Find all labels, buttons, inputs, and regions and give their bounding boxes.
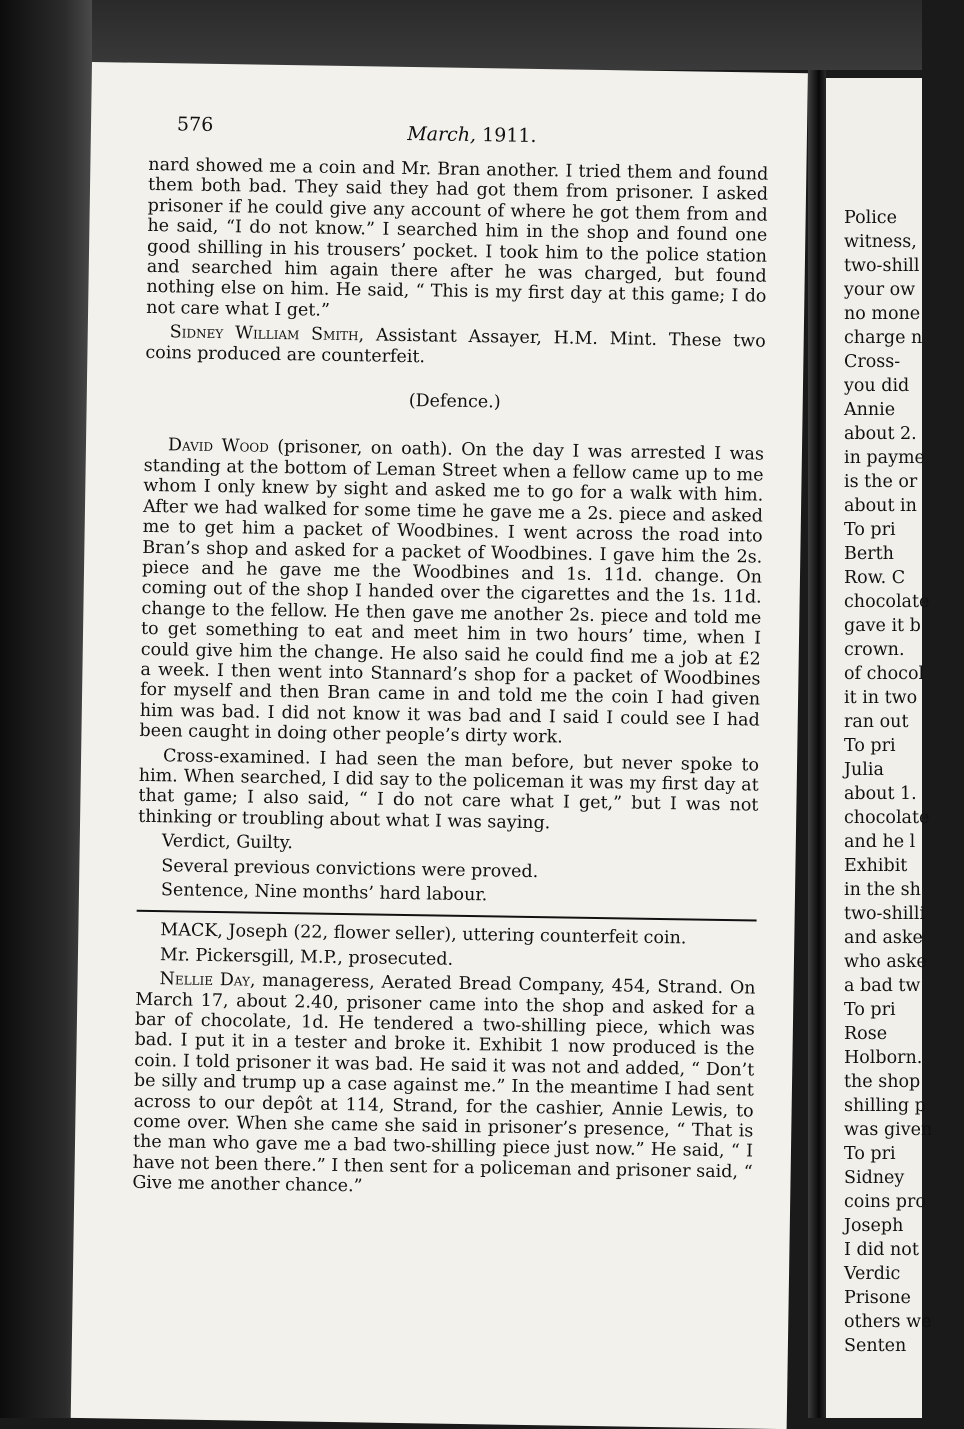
sentence-line: Sentence, Nine months’ hard labour. [160,880,488,906]
right-page-line: Prisone [844,1288,911,1308]
right-page-line: Holborn. [844,1048,923,1068]
section-heading-defence: (Defence.) [408,391,501,413]
paragraph-continuation: nard showed me a coin and Mr. Bran another. I tried them and found them both bad. They said they had got them from prisoner. I asked prisoner if he could give any account of where he got them from and he said, “I do not know.” I searched him in the shop and found one good shilling in his trousers’ pocket. I took him to the police station and searched him again there after he was charged, but found nothing else on him. He said, “ This is my first day at this game; I do not care what I get.” [145,154,769,321]
right-page-line: To pri [844,736,896,756]
right-page-line: Joseph [844,1216,904,1236]
page-body [132,155,768,1203]
right-page-line: chocolate [844,808,930,828]
right-page-line: Sidney [844,1168,905,1188]
paragraph-day-testimony [132,969,755,1203]
previous-convictions-line: Several previous convictions were proved. [161,855,539,882]
right-page-line: To pri [844,520,896,540]
right-page-line: no mone [844,304,921,324]
right-page-line: Police [844,208,897,228]
witness-name: Sidney William Smith [169,322,359,346]
right-page-lines [844,206,964,1358]
right-page-line: Senten [844,1336,907,1356]
testimony-text: (prisoner, on oath). On the day I was arrested I was standing at the bottom of Leman Street when a fellow came up to me whom I only knew by sight and asked me to go for a walk with him. After we had walked for some time he gave me a 2s. piece and asked me to get him a packet of Woodbines. I went across the road into Bran’s shop and asked for a packet of Woodbines. I gave him the 2s. piece and he gave me the Woodbines and 1s. 11d. change. On coming out of the shop I handed over the cigarettes and the 1s. 11d. change to the fellow. He then gave me another 2s. piece and told me to get something to eat and meet him in two hours’ time, when I could give him the change. He also said he could find me a job at £2 a week. I then went into Stannard’s shop for a packet of Woodbines for myself and then Bran came in and told me the coin I had given him was bad. I did not know it was bad and I said I could see I had been caught in doing other people’s dirty work. [139,437,765,748]
running-head-month: March, [407,122,477,147]
right-page-line: To pri [844,1144,896,1164]
right-page-line: of chocol [844,664,925,684]
right-page-line: is the or [844,472,918,492]
prosecutor-line: Mr. Pickersgill, M.P., prosecuted. [159,944,454,970]
verdict-line: Verdict, Guilty. [161,831,294,854]
right-page-line: Verdic [844,1264,901,1284]
witness-name: David Wood [167,435,270,458]
right-page-line: about 2. [844,424,917,444]
testimony-text: , manageress, Aerated Bread Company, 454, Strand. On March 17, about 2.40, prisoner came into the shop and asked for a bar of chocolate, 1d. He tendered a two-shilling piece, which was bad. I put it in a tester and broke it. Exhibit 1 now produced is the coin. I told prisoner it was bad. He said it was not and added, “ Don’t be silly and trump up a case against me.” In the meantime I had sent across to our depôt at 114, Strand, for the cashier, Annie Lewis, to come over. When she came she said in prisoner’s presence, “ That is the man who gave me a bad two-shilling piece just now.” He said, “ I have not been there.” I then sent for a policeman and prisoner said, “ Give me another chance.” [132,970,756,1197]
right-page-line: about in [844,496,917,516]
right-page-line: about 1. [844,784,917,804]
right-page-line: crown. [844,640,905,660]
right-page-line: in the sh [844,880,921,900]
running-head-year: 1911. [481,124,537,147]
right-page-line: the shop [844,1072,921,1092]
right-page-line: chocolate [844,592,930,612]
right-page-line: Annie [844,400,896,420]
right-page-line: Exhibit [844,856,908,876]
right-page-line: gave it b [844,616,921,636]
right-page-line: in payme [844,448,925,468]
page-header [177,113,767,150]
right-page-line: Julia [844,760,884,780]
right-page-line: Rose [844,1024,888,1044]
paragraph-wood-testimony [139,435,764,751]
right-page-line: and he l [844,832,916,852]
right-page-line: was given [844,1120,933,1140]
paragraph-smith-testimony [145,322,766,373]
right-page-line: others we [844,1312,932,1332]
right-page-line: a bad tw [844,976,921,996]
right-page-line: Cross- [844,352,901,372]
book-gutter [808,70,826,1418]
right-page-line: your ow [844,280,916,300]
running-head [177,119,767,150]
scan-background-top [0,0,922,70]
right-page-line: Row. C [844,568,906,588]
right-page-line: you did [844,376,910,396]
right-page-line: ran out [844,712,909,732]
left-page [71,62,808,1429]
right-page-line: two-shilli [844,904,926,924]
case-divider-rule [137,910,757,922]
right-page-line: Berth [844,544,894,564]
paragraph-cross-examined: Cross-examined. I had seen the man before, but never spoke to him. When searched, I did say to the policeman it was my first day at that game; I also said, “ I do not care what I get,” but I was not thinking or troubling about what I was saying. [137,745,760,834]
right-page-line: it in two [844,688,918,708]
right-page-line: I did not [844,1240,919,1260]
testimony-text: , Assistant Assayer, H.M. Mint. These two coins produced are counterfeit. [145,325,766,367]
right-page-line: two-shill [844,256,920,276]
witness-name: Nellie Day [159,969,251,991]
right-page-line: who aske [844,952,927,972]
case-title: MACK, Joseph (22, flower seller), uttering counterfeit coin. [160,920,687,949]
right-page-line: shilling p [844,1096,926,1116]
right-page-line: and aske [844,928,923,948]
right-page-line: witness, [844,232,917,252]
right-page-line: charge n [844,328,923,348]
right-page-line: coins pro [844,1192,926,1212]
page-number: 576 [176,113,214,136]
right-page-line: To pri [844,1000,896,1020]
right-page-fragment [826,78,933,1418]
